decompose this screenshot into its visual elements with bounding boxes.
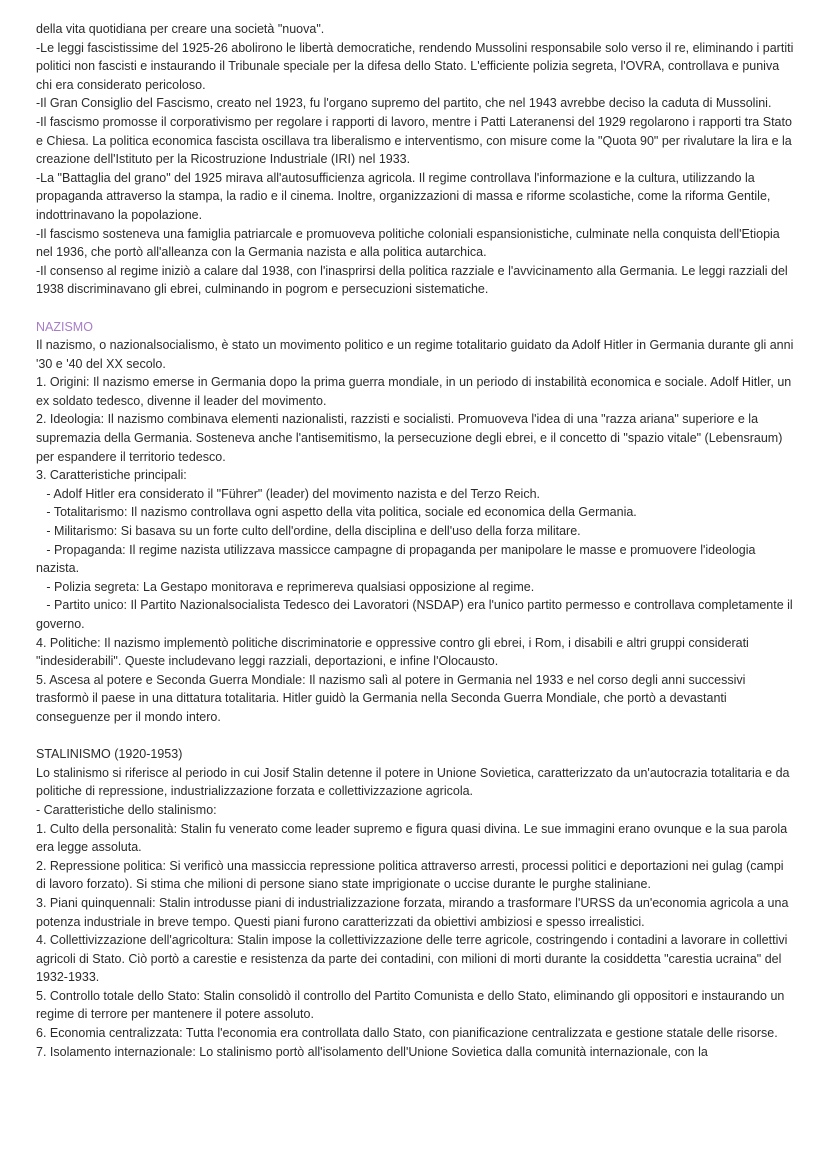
section-gap	[36, 727, 796, 746]
text-line: 5. Ascesa al potere e Seconda Guerra Mondiale: Il nazismo salì al potere in Germania nel 1933 e nel corso degli anni successivi trasformò il paese in una dittatura totalitaria. Hitler guidò la Germania nella Seconda Guerra Mondiale, che portò a devastanti conseguenze per il mondo intero.	[36, 672, 749, 724]
text-line: -La "Battaglia del grano" del 1925 mirava all'autosufficienza agricola. Il regime controllava l'informazione e la cultura, utilizzando la propaganda attraverso la stampa, la radio e il cinema. Inoltre, organizzazioni di massa e riforme scolastiche, come la riforma Gentile, indottrinavano la popolazione.	[36, 170, 774, 222]
text-line: 3. Piani quinquennali: Stalin introdusse piani di industrializzazione forzata, mirando a trasformare l'URSS da un'economia agricola a una potenza industriale in breve tempo. Questi piani furono caratterizzati da obiettivi ambiziosi e spesso irrealistici.	[36, 895, 792, 929]
text-line: - Polizia segreta: La Gestapo monitorava e reprimereva qualsiasi opposizione al regime.	[36, 579, 535, 594]
text-line: - Totalitarismo: Il nazismo controllava ogni aspetto della vita politica, sociale ed economica della Germania.	[36, 505, 637, 520]
text-line: - Adolf Hitler era considerato il "Führer" (leader) del movimento nazista e del Terzo Reich.	[36, 486, 541, 501]
text-line: 5. Controllo totale dello Stato: Stalin consolidò il controllo del Partito Comunista e dello Stato, eliminando gli oppositori e instaurando un regime di terrore per mantenere il potere assoluto.	[36, 988, 788, 1022]
section-title-nazismo: NAZISMO	[36, 319, 93, 334]
text-line: - Propaganda: Il regime nazista utilizzava massicce campagne di propaganda per manipolare le masse e promuovere l'ideologia nazista.	[36, 542, 759, 576]
text-line: Il nazismo, o nazionalsocialismo, è stato un movimento politico e un regime totalitario guidato da Adolf Hitler in Germania durante gli anni '30 e '40 del XX secolo.	[36, 338, 797, 371]
text-line: -Il fascismo promosse il corporativismo per regolare i rapporti di lavoro, mentre i Patti Lateranensi del 1929 regolarono i rapporti tra Stato e Chiesa. La politica economica fascista oscillava tra liberalismo e interventismo, con misure come la "Quota 90" per rivalutare la lira e la creazione dell'Istituto per la Ricostruzione Industriale (IRI) nel 1933.	[36, 114, 796, 167]
text-line: 2. Ideologia: Il nazismo combinava elementi nazionalisti, razzisti e socialisti. Promuoveva l'idea di una "razza ariana" superiore e la supremazia della Germania. Sosteneva anche l'antisemitismo, la persecuzione degli ebrei, e il concetto di "spazio vitale" (Lebensraum) per espandere il territorio tedesco.	[36, 412, 786, 464]
text-line: Lo stalinismo si riferisce al periodo in cui Josif Stalin detenne il potere in Unione Sovietica, caratterizzato da un'autocrazia totalitaria e da politiche di repressione, industrializzazione forzata e collettivizzazione agricola.	[36, 765, 793, 799]
text-line: 7. Isolamento internazionale: Lo stalinismo portò all'isolamento dell'Unione Sovietica dalla comunità internazionale, con la	[36, 1044, 708, 1059]
text-line: -Il fascismo sosteneva una famiglia patriarcale e promuoveva politiche coloniali espansionistiche, culminate nella conquista dell'Etiopia nel 1936, che portò all'alleanza con la Germania nazista e alla politica autarchica.	[36, 226, 784, 260]
text-line: 4. Politiche: Il nazismo implementò politiche discriminatorie e oppressive contro gli ebrei, i Rom, i disabili e altri gruppi considerati "indesiderabili". Queste includevano leggi razziali, deportazioni, e infine l'Olocausto.	[36, 635, 753, 669]
text-line: -Il consenso al regime iniziò a calare dal 1938, con l'inasprirsi della politica razziale e l'avvicinamento alla Germania. Le leggi razziali del 1938 discriminavano gli ebrei, culminando in pogrom e persecuzioni sistematiche.	[36, 263, 792, 297]
text-line: 6. Economia centralizzata: Tutta l'economia era controllata dallo Stato, con pianificazione centralizzata e gestione statale delle risorse.	[36, 1026, 778, 1041]
text-line: - Caratteristiche dello stalinismo:	[36, 802, 217, 817]
nazismo-section	[36, 318, 796, 727]
stalinismo-section	[36, 745, 796, 1061]
text-line: -Le leggi fascistissime del 1925-26 abolirono le libertà democratiche, rendendo Mussolini responsabile solo verso il re, eliminando i partiti politici non fascisti e instaurando il Tribunale speciale per la difesa dello Stato. L'efficiente polizia segreta, l'OVRA, controllava e puniva chi era considerato pericoloso.	[36, 40, 797, 92]
text-line: - Partito unico: Il Partito Nazionalsocialista Tedesco dei Lavoratori (NSDAP) era l'unico partito permesso e controllava completamente il governo.	[36, 598, 797, 631]
text-line: 1. Origini: Il nazismo emerse in Germania dopo la prima guerra mondiale, in un periodo di instabilità economica e sociale. Adolf Hitler, un ex soldato tedesco, divenne il leader del movimento.	[36, 375, 795, 408]
text-line: 4. Collettivizzazione dell'agricoltura: Stalin impose la collettivizzazione delle terre agricole, costringendo i contadini a lavorare in collettivi agricoli di Stato. Ciò portò a carestie e resistenza da parte dei contadini, con milioni di morti durante la cosiddetta "carestia ucraina" del 1932-1933.	[36, 933, 791, 985]
document-page	[36, 20, 796, 1061]
text-line: - Militarismo: Si basava su un forte culto dell'ordine, della disciplina e dell'uso della forza militare.	[36, 524, 581, 539]
text-line: 3. Caratteristiche principali:	[36, 468, 187, 483]
section-gap	[36, 299, 796, 318]
text-line: -Il Gran Consiglio del Fascismo, creato nel 1923, fu l'organo supremo del partito, che nel 1943 avrebbe deciso la caduta di Mussolini.	[36, 96, 772, 111]
fascismo-section	[36, 20, 796, 299]
text-line: della vita quotidiana per creare una società "nuova".	[36, 22, 325, 36]
section-title-stalinismo: STALINISMO (1920-1953)	[36, 747, 183, 762]
text-line: 2. Repressione politica: Si verificò una massiccia repressione politica attraverso arresti, processi politici e deportazioni nei gulag (campi di lavoro forzato). Si stima che milioni di persone siano state imprigionate o uccise durante le purghe staliniane.	[36, 858, 788, 892]
text-line: 1. Culto della personalità: Stalin fu venerato come leader supremo e figura quasi divina. Le sue immagini erano ovunque e la sua parola era legge assoluta.	[36, 821, 791, 855]
